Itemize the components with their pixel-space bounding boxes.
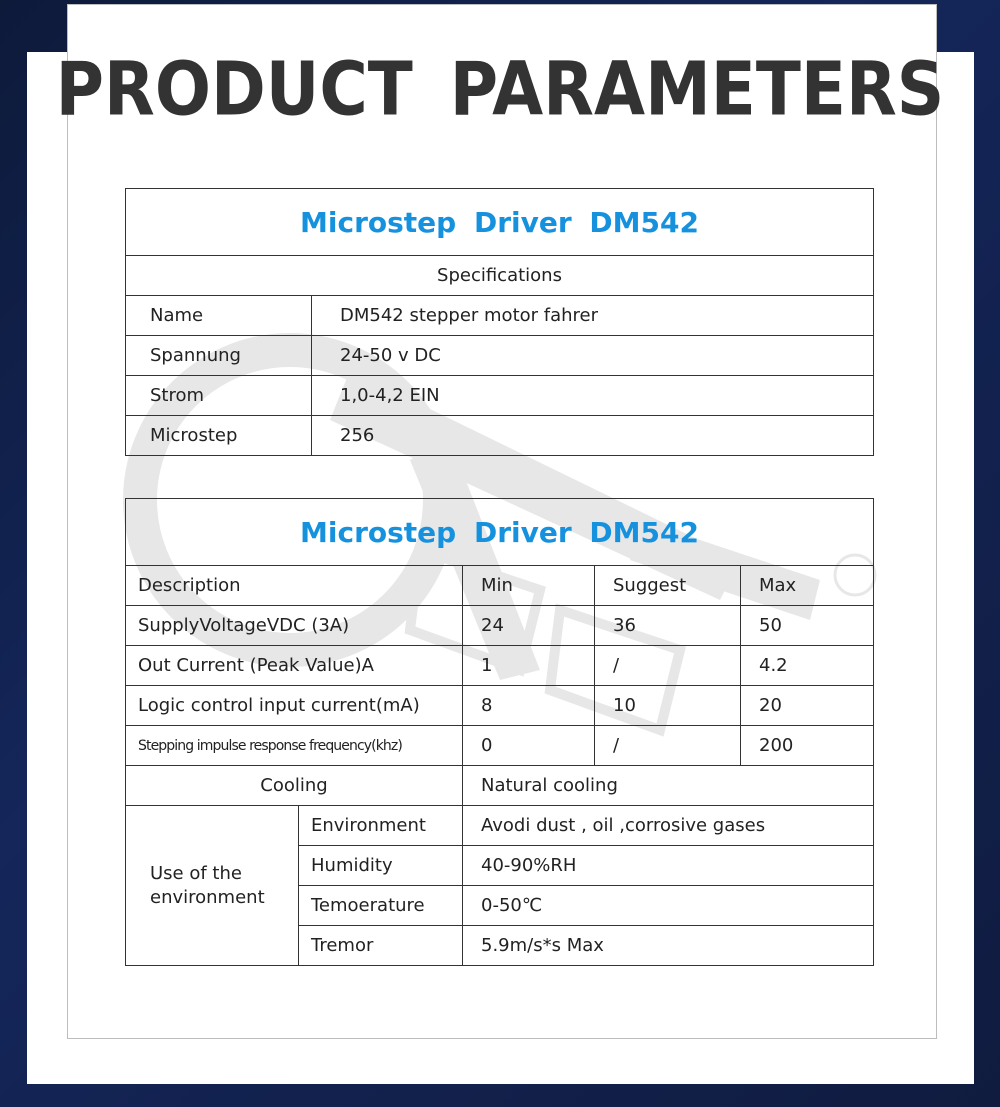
environment-label	[126, 806, 299, 966]
spec-value: 1,0-4,2 EIN	[312, 376, 874, 416]
row-description: Out Current (Peak Value)A	[126, 646, 463, 686]
row-description: Logic control input current(mA)	[126, 686, 463, 726]
row-min: 0	[463, 726, 595, 766]
table-row	[126, 376, 874, 416]
table-row	[126, 686, 874, 726]
row-max: 200	[741, 726, 874, 766]
row-suggest: /	[595, 726, 741, 766]
page-title: PRODUCT PARAMETERS	[55, 46, 945, 133]
table-row	[126, 726, 874, 766]
environment-label-line1: Use of the	[150, 862, 242, 884]
table-row	[126, 416, 874, 456]
row-min: 8	[463, 686, 595, 726]
spec-value: DM542 stepper motor fahrer	[312, 296, 874, 336]
row-suggest: 36	[595, 606, 741, 646]
table-row	[126, 606, 874, 646]
table-row	[126, 766, 874, 806]
table-row	[126, 296, 874, 336]
column-header-max: Max	[741, 566, 874, 606]
row-max: 50	[741, 606, 874, 646]
env-item-value: 5.9m/s*s Max	[463, 926, 874, 966]
table-row	[126, 336, 874, 376]
table-header-row	[126, 566, 874, 606]
row-description: Stepping impulse response frequency(khz)	[126, 726, 463, 766]
column-header-min: Min	[463, 566, 595, 606]
table-row	[126, 646, 874, 686]
spec-label: Name	[126, 296, 312, 336]
env-item-name: Environment	[299, 806, 463, 846]
table1-subheading: Specifications	[126, 256, 874, 296]
row-max: 20	[741, 686, 874, 726]
env-item-value: 0-50℃	[463, 886, 874, 926]
env-item-name: Humidity	[299, 846, 463, 886]
row-description: SupplyVoltageVDC (3A)	[126, 606, 463, 646]
specifications-table	[125, 188, 874, 456]
table1-heading: Microstep Driver DM542	[126, 189, 874, 256]
row-suggest: 10	[595, 686, 741, 726]
env-item-name: Temoerature	[299, 886, 463, 926]
table2-heading: Microstep Driver DM542	[126, 499, 874, 566]
spec-value: 24-50 v DC	[312, 336, 874, 376]
table-row	[126, 806, 874, 846]
row-suggest: /	[595, 646, 741, 686]
spec-label: Strom	[126, 376, 312, 416]
row-max: 4.2	[741, 646, 874, 686]
column-header-description: Description	[126, 566, 463, 606]
spec-label: Spannung	[126, 336, 312, 376]
env-item-name: Tremor	[299, 926, 463, 966]
env-item-value: Avodi dust , oil ,corrosive gases	[463, 806, 874, 846]
column-header-suggest: Suggest	[595, 566, 741, 606]
row-min: 24	[463, 606, 595, 646]
cooling-value: Natural cooling	[463, 766, 874, 806]
cooling-label: Cooling	[126, 766, 463, 806]
env-item-value: 40-90%RH	[463, 846, 874, 886]
parameters-table	[125, 498, 874, 966]
row-min: 1	[463, 646, 595, 686]
spec-label: Microstep	[126, 416, 312, 456]
environment-label-line2: environment	[150, 886, 265, 908]
spec-value: 256	[312, 416, 874, 456]
